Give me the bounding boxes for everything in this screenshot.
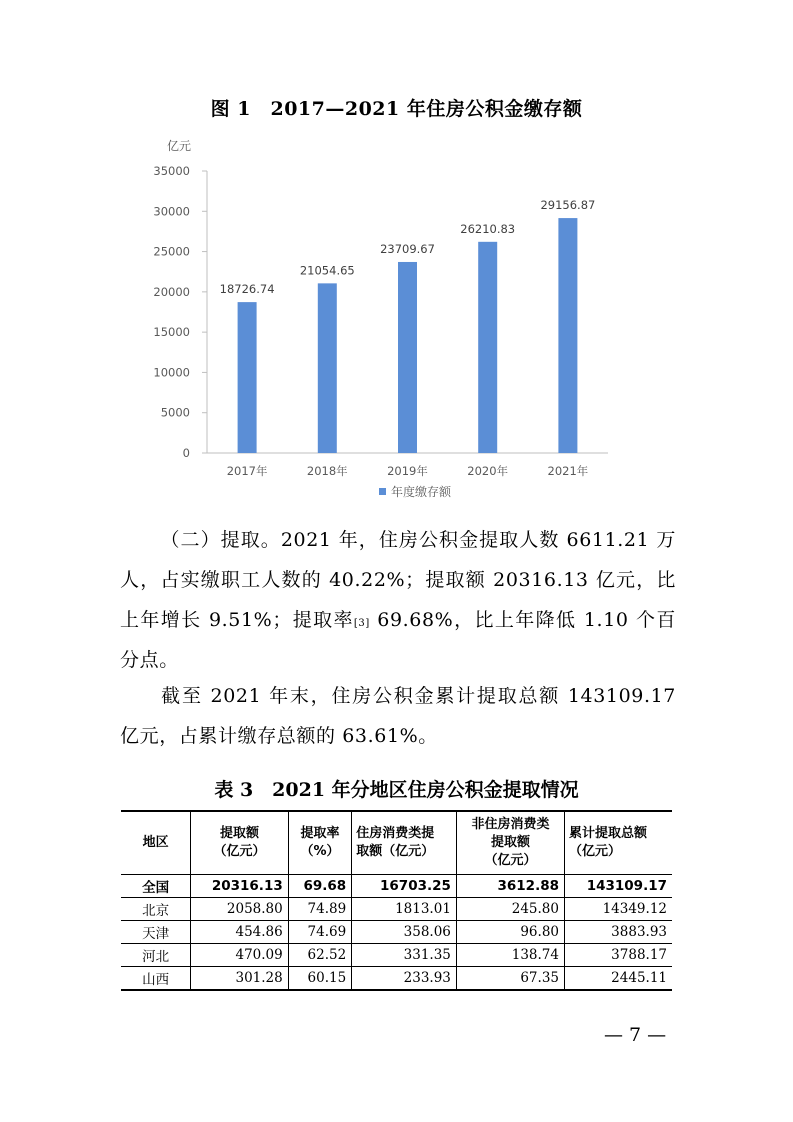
table-row [121, 898, 672, 921]
column-header: 提取额 （亿元） [191, 811, 288, 875]
region-cell: 河北 [121, 944, 191, 967]
table-row [121, 921, 672, 944]
data-label: 26210.83 [460, 221, 516, 236]
y-tick-label: 25000 [153, 244, 190, 259]
value-cell: 69.68 [288, 875, 351, 898]
table-header-row [121, 811, 672, 875]
data-label: 21054.65 [299, 263, 355, 278]
y-tick-label: 0 [182, 446, 190, 460]
column-header: 非住房消费类 提取额 （亿元） [456, 811, 564, 875]
value-cell: 14349.12 [565, 898, 673, 921]
column-header: 住房消费类提 取额（亿元） [352, 811, 457, 875]
table-body [121, 875, 672, 991]
value-cell: 233.93 [352, 967, 457, 991]
data-label: 23709.67 [380, 241, 435, 256]
value-cell: 3612.88 [456, 875, 564, 898]
value-cell: 2445.11 [565, 967, 673, 991]
paragraph-withdrawal-text: （二）提取。2021 年，住房公积金提取人数 6611.21 万人，占实缴职工人数的 40.22%；提取额 20316.13 亿元，比上年增长 9.51%；提取率 [120, 529, 676, 631]
page-number: — 7 — [604, 1024, 667, 1046]
value-cell: 358.06 [352, 921, 457, 944]
y-tick-label: 15000 [153, 325, 190, 340]
value-cell: 16703.25 [352, 875, 457, 898]
x-tick-label: 2021年 [547, 464, 589, 478]
withdrawal-table [121, 810, 672, 991]
value-cell: 245.80 [456, 898, 564, 921]
value-cell: 96.80 [456, 921, 564, 944]
value-cell: 301.28 [191, 967, 288, 991]
value-cell: 20316.13 [191, 875, 288, 898]
value-cell: 3788.17 [565, 944, 673, 967]
table-row [121, 967, 672, 991]
value-cell: 143109.17 [565, 875, 673, 898]
legend-swatch [379, 488, 386, 495]
data-label: 18726.74 [219, 282, 275, 297]
column-header: 地区 [121, 811, 191, 875]
table-title: 表 3 2021 年分地区住房公积金提取情况 [214, 779, 579, 801]
x-tick-label: 2018年 [306, 464, 348, 478]
paragraph-withdrawal [120, 520, 676, 680]
table-row [121, 944, 672, 967]
value-cell: 470.09 [191, 944, 288, 967]
region-cell: 北京 [121, 898, 191, 921]
value-cell: 138.74 [456, 944, 564, 967]
value-cell: 3883.93 [565, 921, 673, 944]
value-cell: 454.86 [191, 921, 288, 944]
bar [398, 262, 417, 453]
legend-label: 年度缴存额 [391, 485, 452, 499]
value-cell: 1813.01 [352, 898, 457, 921]
table-row-total [121, 875, 672, 898]
bar-chart [150, 132, 620, 512]
bar [318, 283, 337, 453]
bar [478, 242, 497, 453]
y-tick-label: 10000 [153, 365, 190, 380]
column-header: 累计提取总额 （亿元） [565, 811, 673, 875]
data-label: 29156.87 [540, 198, 596, 213]
bar [238, 302, 257, 453]
figure-title: 图 1 2017—2021 年住房公积金缴存额 [210, 98, 583, 120]
region-cell: 全国 [121, 875, 191, 898]
region-cell: 山西 [121, 967, 191, 991]
value-cell: 62.52 [288, 944, 351, 967]
paragraph-withdrawal-text-end: 69.68%，比上年降低 1.10 个百分点。 [120, 609, 676, 671]
y-axis-unit-label: 亿元 [167, 139, 192, 153]
column-header: 提取率 （%） [288, 811, 351, 875]
y-tick-label: 5000 [160, 405, 190, 420]
value-cell: 60.15 [288, 967, 351, 991]
x-tick-label: 2017年 [226, 464, 268, 478]
paragraph-cumulative-text: 截至 2021 年末，住房公积金累计提取总额 143109.17 亿元，占累计缴存总额的 63.61%。 [120, 685, 676, 747]
value-cell: 74.69 [288, 921, 351, 944]
x-tick-label: 2019年 [387, 464, 428, 478]
footnote-ref: [3] [353, 618, 370, 629]
paragraph-cumulative [120, 676, 676, 756]
table-header [121, 811, 672, 875]
value-cell: 331.35 [352, 944, 457, 967]
y-tick-label: 30000 [153, 204, 190, 219]
value-cell: 67.35 [456, 967, 564, 991]
value-cell: 2058.80 [191, 898, 288, 921]
y-tick-label: 35000 [153, 164, 190, 178]
x-tick-label: 2020年 [467, 464, 509, 478]
y-tick-label: 20000 [153, 284, 190, 299]
region-cell: 天津 [121, 921, 191, 944]
bar [558, 218, 577, 453]
value-cell: 74.89 [288, 898, 351, 921]
